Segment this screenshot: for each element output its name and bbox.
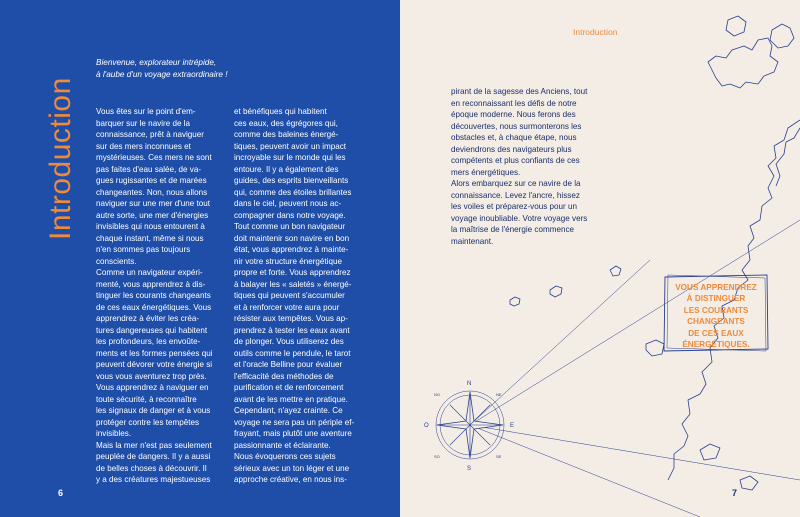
text-line: prendrez à tester les eaux avant — [234, 325, 350, 335]
text-line: chaque instant, même si nous — [96, 233, 204, 243]
text-line: mers énergétiques. — [451, 167, 521, 177]
text-line: et l'oracle Belline pour évaluer — [234, 360, 343, 369]
island-shape — [740, 476, 758, 490]
intro-line: Bienvenue, explorateur intrépide, — [96, 58, 217, 67]
text-line: résister aux tempêtes. Vous ap- — [234, 314, 348, 323]
callout-line: ÉNERGÉTIQUES. — [682, 340, 750, 350]
page-number-left: 6 — [58, 488, 64, 498]
text-line: y a des créatures majestueuses — [96, 475, 211, 484]
text-line: et bénéfiques qui habitent — [234, 107, 327, 116]
text-line: compétents et plus confiants de ces — [451, 156, 580, 165]
text-line: nir votre structure énergétique — [234, 256, 342, 266]
body-column-2 — [234, 106, 358, 486]
rhumb-line — [470, 260, 650, 425]
text-line: entoure. Il y a également des — [234, 164, 339, 174]
coastline — [776, 128, 800, 186]
pull-quote-callout — [662, 273, 770, 353]
compass-label-east: E — [510, 423, 515, 429]
island-shape — [510, 297, 520, 306]
right-page — [400, 0, 800, 517]
text-line: Comme un navigateur expéri- — [96, 268, 203, 277]
text-line: mystérieuses. Ces mers ne sont — [96, 153, 212, 162]
text-line: à balayer les « saletés » énergé- — [234, 279, 352, 289]
text-line: comme des baleines énergé- — [234, 130, 339, 139]
text-line: Tout comme un bon navigateur — [234, 222, 346, 231]
compass-rose-needle — [437, 392, 503, 458]
rhumb-line — [470, 425, 700, 517]
text-line: de ces eaux énergétiques. Vous — [96, 302, 212, 312]
vertical-chapter-title: Introduction — [44, 77, 77, 240]
text-line: voyage ne sera pas un périple ef- — [234, 417, 355, 427]
text-line: autre sorte, une mer d'énergies — [96, 210, 209, 220]
text-line: maintenant. — [451, 236, 494, 246]
text-line: connaissance, prêt à naviguer — [96, 130, 204, 139]
text-line: invisibles. — [96, 429, 132, 438]
text-line: époque moderne. Nous ferons des — [451, 110, 576, 119]
text-line: et à renforcer votre aura pour — [234, 302, 340, 312]
text-line: les signaux de danger et à vous — [96, 406, 211, 415]
text-line: apprendrez à éviter les créa- — [96, 314, 200, 323]
text-line: sur des mers inconnues et — [96, 141, 191, 151]
text-line: Vous apprendrez à naviguer en — [96, 383, 209, 392]
text-line: ments et les formes pensées qui — [96, 348, 213, 358]
text-line: incroyable sur le monde qui les — [234, 153, 346, 162]
text-line: qui, comme des étoiles brillantes — [234, 187, 352, 197]
compass-label-northeast: NE — [496, 392, 502, 397]
body-column-1 — [96, 106, 220, 486]
callout-line: CHANGEANTS — [687, 317, 745, 327]
text-line: Vous êtes sur le point d'em- — [96, 107, 196, 116]
text-line: conscients. — [96, 256, 137, 266]
island-shape — [700, 444, 720, 460]
text-line: protéger contre les tempêtes — [96, 417, 200, 427]
text-line: tiques qui peuvent s'accumuler — [234, 291, 345, 300]
text-line: les voiles et préparez-vous pour un — [451, 202, 577, 211]
compass-label-southeast: SE — [496, 454, 502, 459]
body-column-3 — [451, 86, 601, 247]
running-header: Introduction — [573, 27, 618, 37]
text-line: tures dangereuses qui habitent — [96, 325, 208, 335]
text-line: de plonger. Vous utiliserez des — [234, 337, 344, 346]
nautical-map-illustration — [400, 0, 800, 517]
compass-label-north: N — [467, 381, 472, 387]
callout-text — [662, 282, 770, 350]
text-line: découvertes, nous surmonterons les — [451, 121, 582, 131]
text-line: obstacles et, à chaque étape, nous — [451, 133, 577, 142]
text-line: guides, des esprits bienveillants — [234, 176, 349, 185]
text-line: sérieux avec un ton léger et une — [234, 463, 350, 473]
text-line: Cependant, n'ayez crainte. Ce — [234, 406, 343, 415]
text-line: peuvent dévorer votre énergie si — [96, 360, 213, 369]
text-line: de belles choses à découvrir. Il — [96, 463, 207, 473]
text-line: tiques, peuvent avoir un impact — [234, 141, 347, 151]
text-line: approche créative, en nous ins- — [234, 475, 347, 484]
text-line: Alors embarquez sur ce navire de la — [451, 179, 581, 188]
compass-label-southwest: SO — [434, 454, 440, 459]
text-line: frayant, mais plutôt une aventure — [234, 429, 352, 438]
text-line: ces eaux, des égrégores qui, — [234, 118, 338, 128]
text-line: deviendrons des navigateurs plus — [451, 144, 572, 154]
text-line: barquer sur le navire de la — [96, 118, 191, 128]
text-line: outils comme le pendule, le tarot — [234, 348, 351, 358]
text-line: pas faites d'eau salée, de va- — [96, 164, 202, 174]
callout-line: LES COURANTS — [683, 305, 749, 315]
text-line: avant de les mettre en pratique. — [234, 394, 348, 404]
text-line: n'en sommes pas toujours — [96, 245, 191, 254]
text-line: invisibles qui nous entourent à — [96, 222, 205, 231]
island-shape — [610, 266, 621, 276]
island-shape — [770, 24, 794, 48]
island-shape — [726, 16, 746, 36]
text-line: propre et forte. Vous apprendrez — [234, 268, 351, 277]
island-shape — [708, 38, 778, 88]
text-line: naviguer sur une mer d'une tout — [96, 199, 211, 208]
text-line: état, vous apprendrez à mainte- — [234, 245, 349, 254]
text-line: dans le ciel, peuvent nous ac- — [234, 199, 342, 208]
text-line: la maîtrise de l'énergie commence — [451, 225, 575, 234]
text-line: voyage inoubliable. Votre voyage vers — [451, 213, 588, 223]
text-line: les profondeurs, les envoûte- — [96, 337, 201, 346]
text-line: menté, vous apprendrez à dis- — [96, 279, 206, 289]
compass-label-northwest: NO — [434, 392, 440, 397]
text-line: gues rugissantes et de marées — [96, 176, 207, 185]
text-line: connaissance. Levez l'ancre, hissez — [451, 190, 580, 200]
text-line: pirant de la sagesse des Anciens, tout — [451, 87, 588, 96]
text-line: tinguer les courants changeants — [96, 291, 211, 300]
intro-tagline — [96, 57, 286, 81]
callout-line: VOUS APPRENDREZ — [675, 283, 757, 292]
text-line: peuplée de dangers. Il y a aussi — [96, 452, 211, 461]
callout-line: À DISTINGUER — [686, 294, 746, 304]
page-number-right: 7 — [732, 488, 738, 498]
rhumb-line — [470, 425, 800, 480]
text-line: purification et de renforcement — [234, 383, 344, 392]
text-line: doit maintenir son navire en bon — [234, 233, 350, 243]
compass-label-south: S — [467, 466, 472, 472]
text-line: passionnante et éclairante. — [234, 440, 331, 450]
compass-label-west: O — [424, 423, 429, 429]
text-line: l'efficacité des méthodes de — [234, 371, 334, 381]
text-line: toute sécurité, à reconnaître — [96, 394, 197, 404]
intro-line: à l'aube d'un voyage extraordinaire ! — [96, 70, 228, 79]
text-line: Mais la mer n'est pas seulement — [96, 440, 212, 450]
island-shape — [550, 286, 562, 297]
text-line: Nous évoquerons ces sujets — [234, 452, 336, 461]
text-line: changeantes. Non, nous allons — [96, 187, 208, 197]
text-line: compagner dans notre voyage. — [234, 210, 346, 220]
text-line: en reconnaissant les défis de notre — [451, 98, 577, 108]
callout-line: DE CES EAUX — [688, 328, 744, 338]
text-line: vous vous aventurez trop près. — [96, 371, 207, 381]
